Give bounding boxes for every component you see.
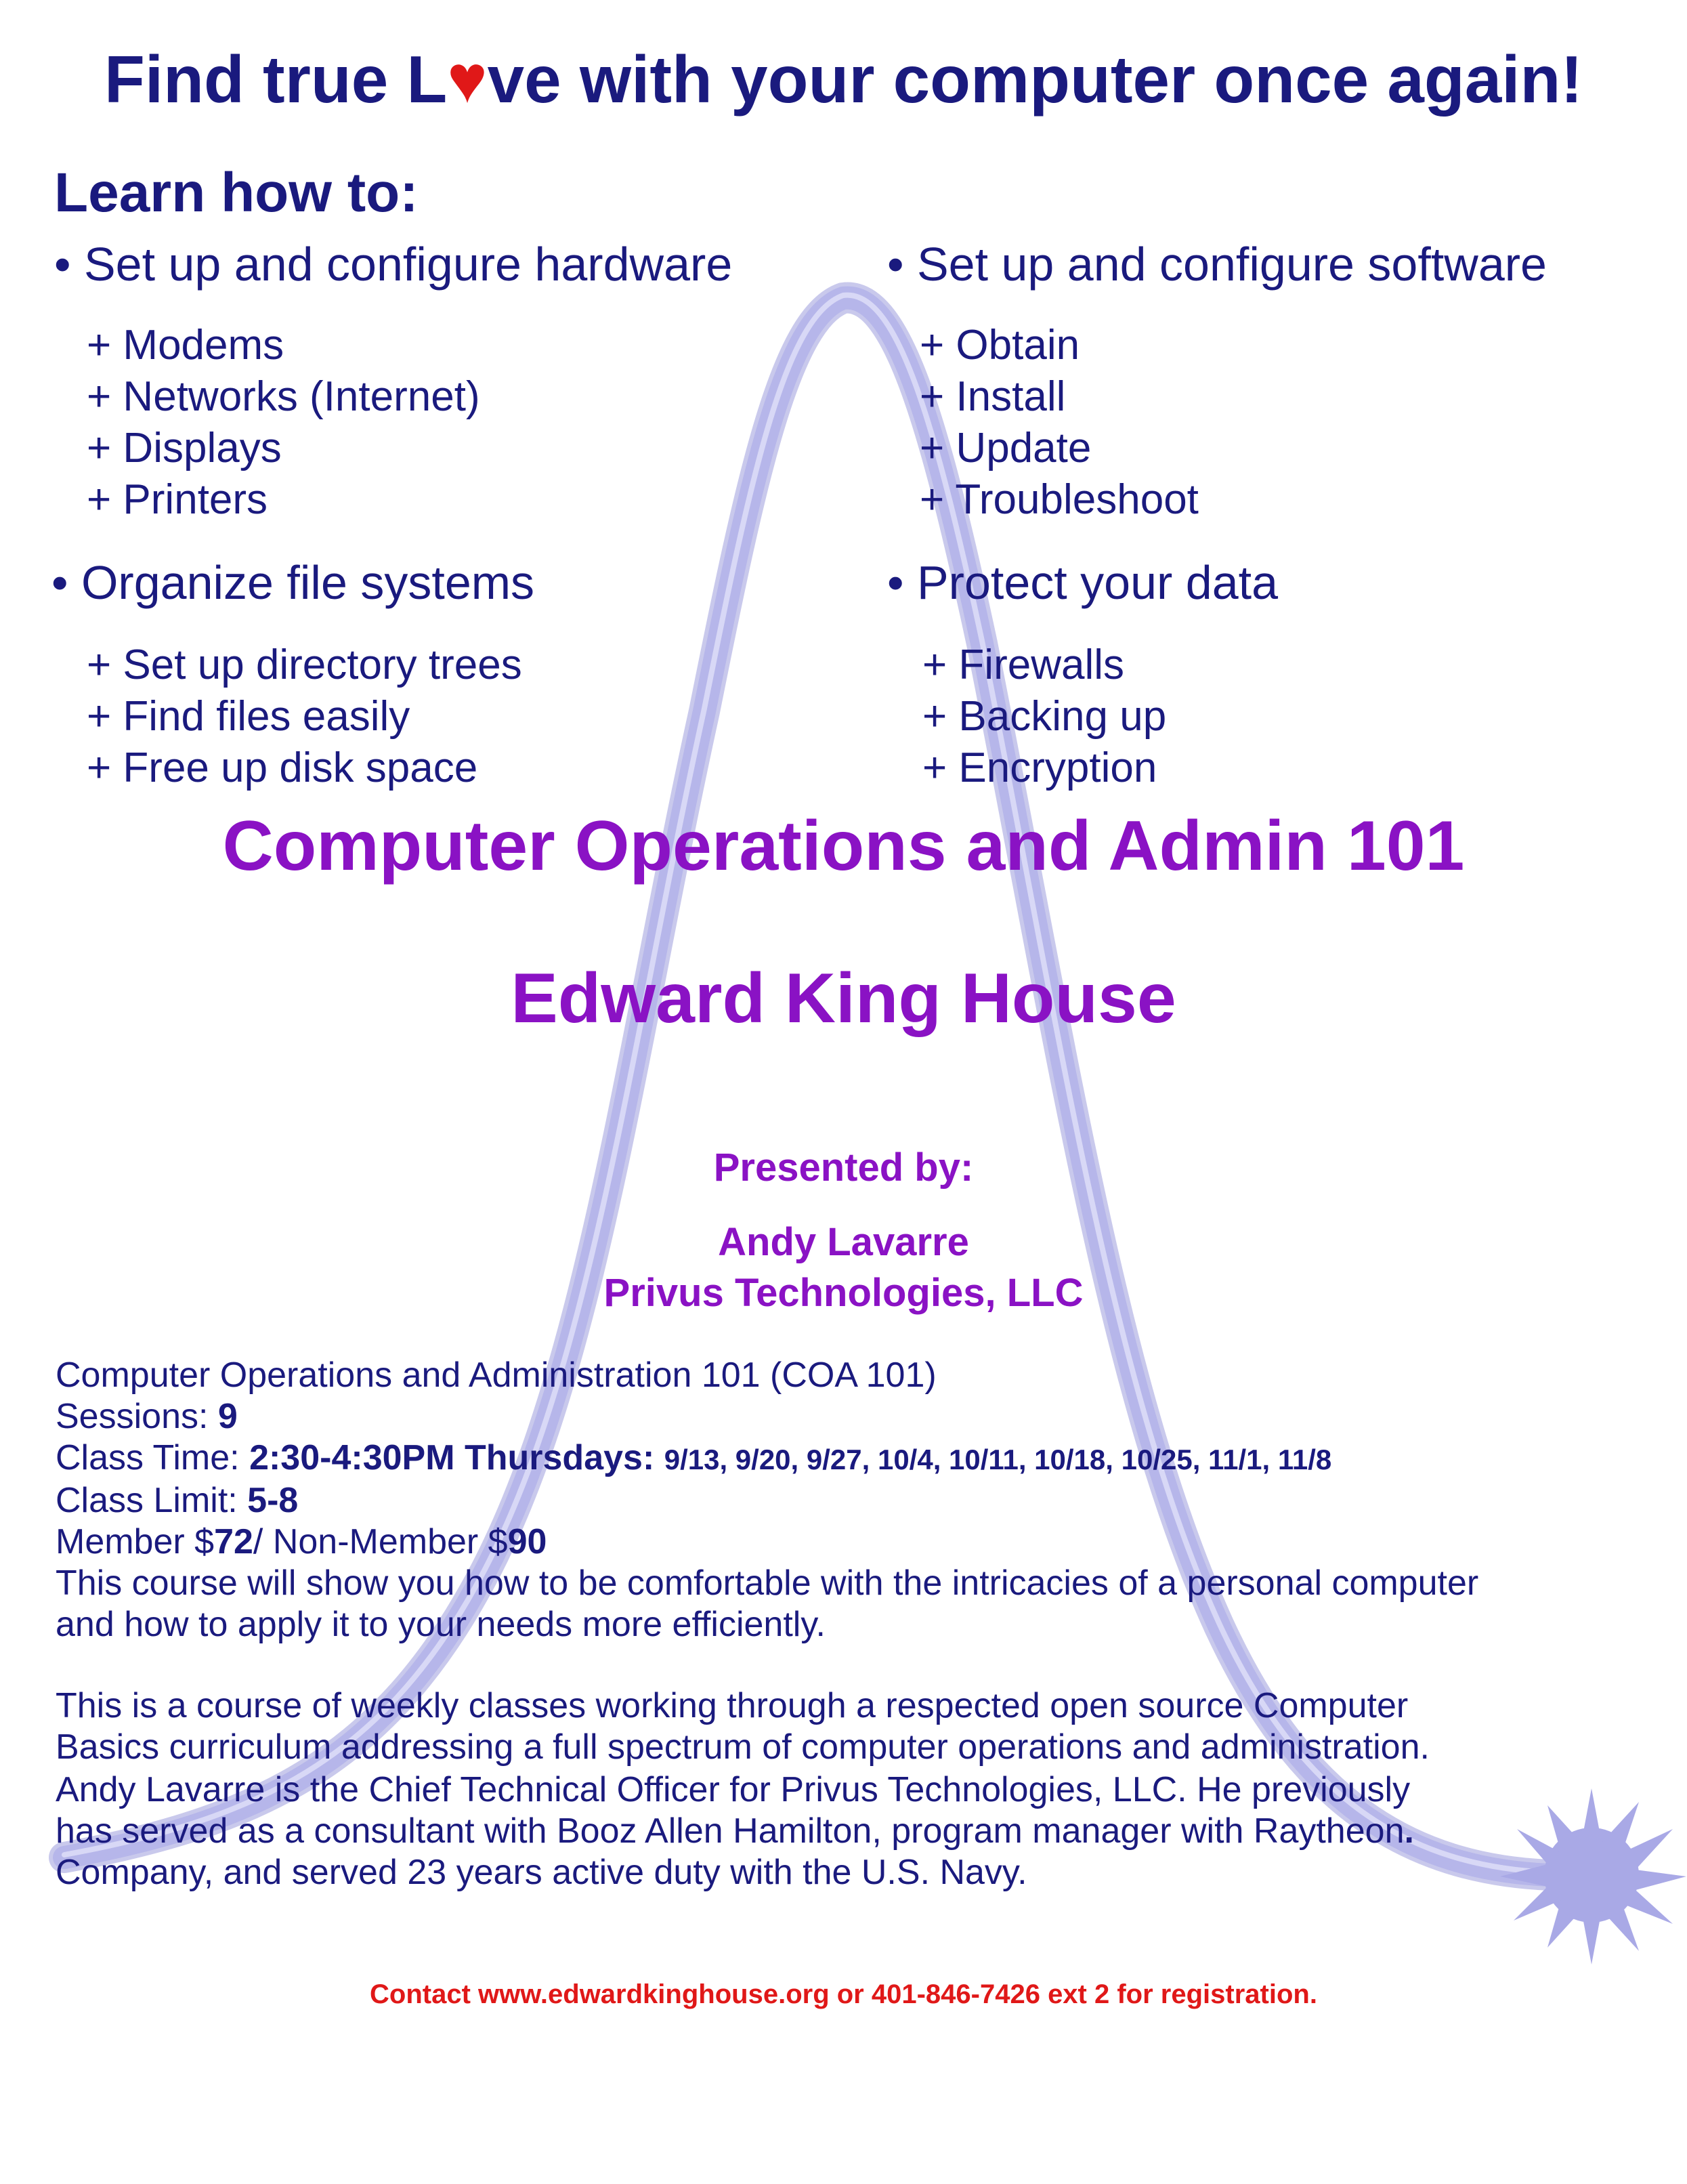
topic-hardware-list [87, 320, 480, 526]
class-limit-row [56, 1480, 1478, 1521]
description-2-line-2: Basics curriculum addressing a full spectrum of computer operations and administration. [56, 1727, 1430, 1767]
bio-line-1: Andy Lavarre is the Chief Technical Officer for Privus Technologies, LLC. He previously [56, 1770, 1411, 1809]
sessions-label: Sessions: [56, 1397, 218, 1436]
nonmember-price: 90 [507, 1522, 547, 1561]
topic-software: • Set up and configure software [887, 238, 1547, 291]
list-item: + Backing up [922, 693, 1167, 740]
headline-text-end: ve with your computer once again! [487, 42, 1583, 117]
description-1-line-1: This course will show you how to be comfortable with the intricacies of a personal computer [56, 1563, 1479, 1603]
topic-file-systems: • Organize file systems [51, 556, 535, 609]
list-item: + Printers [87, 476, 268, 523]
class-time-label: Class Time: [56, 1438, 250, 1477]
class-dates: 9/13, 9/20, 9/27, 10/4, 10/11, 10/18, 10/25, 11/1, 11/8 [664, 1444, 1332, 1475]
heart-icon: ♥ [447, 41, 488, 117]
class-limit-label: Class Limit: [56, 1481, 248, 1520]
class-time-row [56, 1437, 1478, 1480]
learn-heading: Learn how to: [54, 162, 419, 224]
class-time-value: 2:30-4:30PM Thursdays: [249, 1438, 655, 1477]
list-item: + Update [920, 425, 1092, 471]
description-2 [56, 1685, 1430, 1768]
presenter-company: Privus Technologies, LLC [603, 1271, 1084, 1315]
class-limit-value: 5-8 [247, 1481, 299, 1520]
topic-hardware: • Set up and configure hardware [54, 238, 733, 291]
topic-protect-data-list [922, 639, 1166, 794]
member-label: Member $ [56, 1522, 215, 1561]
member-price: 72 [214, 1522, 253, 1561]
list-item: + Set up directory trees [87, 642, 522, 688]
bio-line-3: Company, and served 23 years active duty with the U.S. Navy. [56, 1853, 1027, 1892]
course-title: Computer Operations and Admin 101 [222, 807, 1465, 885]
list-item: + Troubleshoot [920, 476, 1199, 523]
topic-protect-data: • Protect your data [887, 556, 1279, 609]
bio-line-2-text: has served as a consultant with Booz Allen Hamilton, program manager with Raytheon [56, 1811, 1405, 1851]
list-item: + Modems [87, 322, 284, 369]
description-2-line-1: This is a course of weekly classes working through a respected open source Computer [56, 1686, 1409, 1725]
sessions-value: 9 [217, 1397, 238, 1436]
list-item: + Firewalls [922, 642, 1125, 688]
splash-burst-icon [1500, 1788, 1686, 1965]
bio-line-2 [56, 1811, 1414, 1852]
headline [0, 41, 1687, 119]
list-item: + Free up disk space [87, 744, 478, 791]
topic-software-list [920, 320, 1199, 526]
presented-by-label: Presented by: [713, 1146, 974, 1190]
topic-file-systems-list [87, 639, 522, 794]
list-item: + Find files easily [87, 693, 410, 740]
list-item: + Encryption [922, 744, 1157, 791]
description-1-line-2: and how to apply it to your needs more efficiently. [56, 1605, 826, 1644]
venue-title: Edward King House [511, 959, 1176, 1038]
list-item: + Displays [87, 425, 282, 471]
bio-line-2-period: . [1404, 1811, 1414, 1851]
contact-line: Contact www.edwardkinghouse.org or 401-846-7426 ext 2 for registration. [370, 1979, 1317, 2009]
headline-text-start: Find true L [104, 42, 448, 117]
course-full-title: Computer Operations and Administration 101 (COA 101) [56, 1356, 937, 1395]
list-item: + Obtain [920, 322, 1080, 369]
presenter-bio [56, 1769, 1414, 1893]
price-row [56, 1521, 1478, 1563]
course-details [56, 1355, 1478, 1645]
list-item: + Networks (Internet) [87, 373, 480, 420]
presenter-name: Andy Lavarre [718, 1220, 969, 1264]
sessions-row [56, 1396, 1478, 1437]
list-item: + Install [920, 373, 1066, 420]
nonmember-label: / Non-Member $ [253, 1522, 508, 1561]
